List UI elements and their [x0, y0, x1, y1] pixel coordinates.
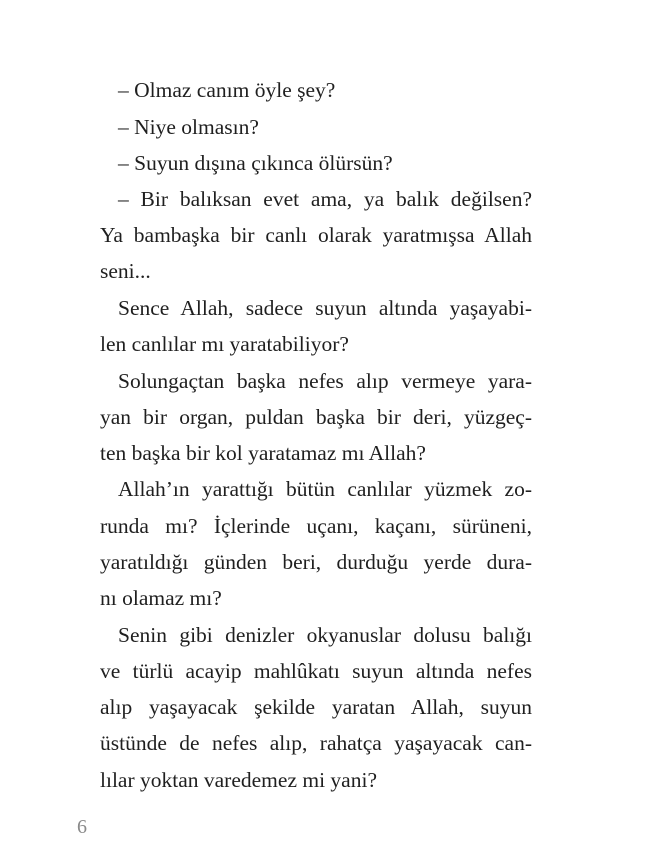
text-line: – Bir balıksan evet ama, ya balık değilsen?: [118, 187, 532, 211]
text-line: nı olamaz mı?: [100, 586, 222, 610]
text-line: lılar yoktan varedemez mi yani?: [100, 768, 377, 792]
text-line: alıp yaşayacak şekilde yaratan Allah, suyun: [100, 695, 532, 719]
text-line: yan bir organ, puldan başka bir deri, yüzgeç-: [100, 405, 532, 429]
text-line: Solungaçtan başka nefes alıp vermeye yara-: [118, 369, 532, 393]
text-line: – Niye olmasın?: [118, 115, 259, 139]
text-line: – Suyun dışına çıkınca ölürsün?: [118, 151, 393, 175]
text-line: Sence Allah, sadece suyun altında yaşayabi-: [118, 296, 532, 320]
text-line: runda mı? İçlerinde uçanı, kaçanı, sürüneni,: [100, 514, 532, 538]
text-line: len canlılar mı yaratabiliyor?: [100, 332, 349, 356]
text-line: ten başka bir kol yaratamaz mı Allah?: [100, 441, 426, 465]
page-number: 6: [77, 816, 87, 838]
text-line: Allah’ın yarattığı bütün canlılar yüzmek zo-: [118, 477, 532, 501]
text-line: yaratıldığı günden beri, durduğu yerde dura-: [100, 550, 532, 574]
text-line: üstünde de nefes alıp, rahatça yaşayacak can-: [100, 731, 532, 755]
text-line: seni...: [100, 259, 151, 283]
text-line: – Olmaz canım öyle şey?: [118, 78, 336, 102]
text-line: ve türlü acayip mahlûkatı suyun altında nefes: [100, 659, 532, 683]
text-line: Ya bambaşka bir canlı olarak yaratmışsa Allah: [100, 223, 532, 247]
text-line: Senin gibi denizler okyanuslar dolusu balığı: [118, 623, 532, 647]
